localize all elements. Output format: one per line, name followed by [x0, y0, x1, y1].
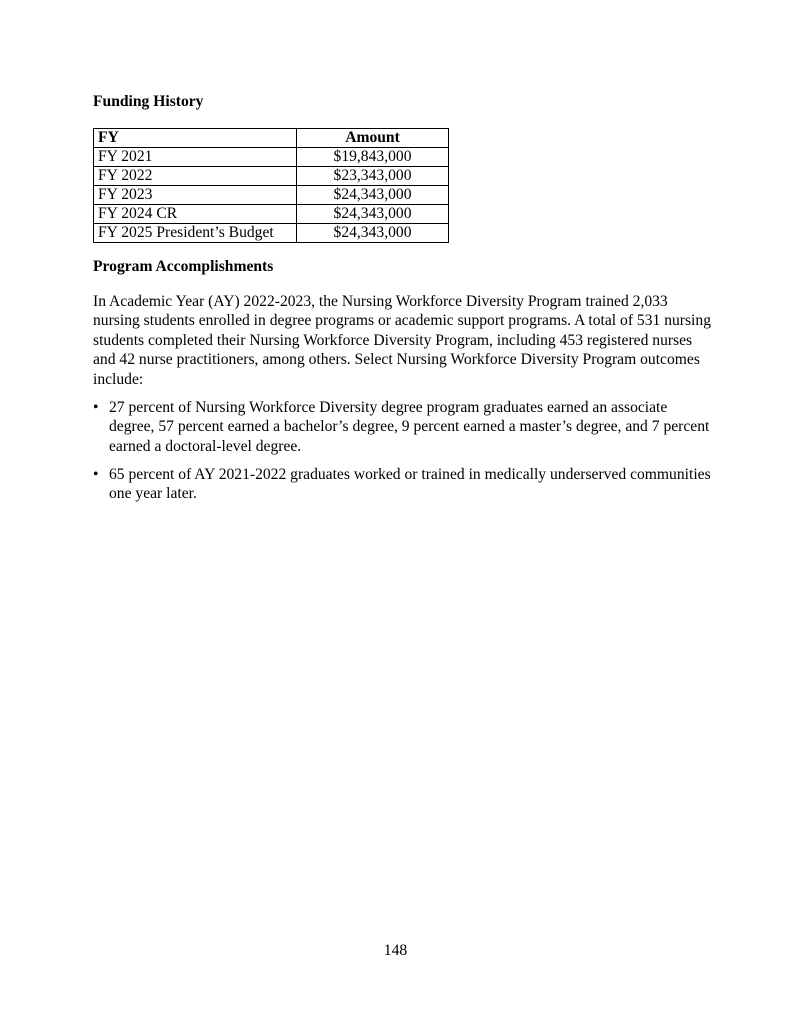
bullet-item	[93, 465, 713, 504]
bullet-icon: •	[93, 466, 99, 483]
amount-cell: $24,343,000	[297, 186, 449, 205]
table-row	[94, 186, 449, 205]
bullet-icon: •	[93, 399, 99, 416]
funding-history-heading: Funding History	[93, 93, 204, 110]
table-row	[94, 224, 449, 243]
table-header-row	[94, 129, 449, 148]
amount-cell: $24,343,000	[297, 205, 449, 224]
accomplishments-paragraph: In Academic Year (AY) 2022-2023, the Nursing Workforce Diversity Program trained 2,033 nursing students enrolled in degree programs or academic support programs. A total of 531 nursing students completed their Nursing Workforce Diversity Program, including 453 registered nurses and 42 nurse practitioners, among others. Select Nursing Workforce Diversity Program outcomes include:	[93, 293, 711, 388]
amount-cell: $19,843,000	[297, 148, 449, 167]
fy-cell: FY 2021	[94, 148, 297, 167]
column-header-fy: FY	[94, 129, 297, 148]
amount-cell: $24,343,000	[297, 224, 449, 243]
fy-cell: FY 2022	[94, 167, 297, 186]
page-number: 148	[383, 942, 408, 959]
table-row	[94, 205, 449, 224]
bullet-text: 65 percent of AY 2021-2022 graduates worked or trained in medically underserved communities one year later.	[109, 466, 711, 503]
bullet-item	[93, 398, 713, 456]
amount-cell: $23,343,000	[297, 167, 449, 186]
table-row	[94, 167, 449, 186]
table-row	[94, 148, 449, 167]
funding-history-table	[93, 128, 449, 243]
fy-cell: FY 2023	[94, 186, 297, 205]
fy-cell: FY 2024 CR	[94, 205, 297, 224]
column-header-amount: Amount	[297, 129, 449, 148]
bullet-text: 27 percent of Nursing Workforce Diversity degree program graduates earned an associate degree, 57 percent earned a bachelor’s degree, 9 percent earned a master’s degree, and 7 percent earned a doctoral-level degree.	[109, 399, 710, 455]
fy-cell: FY 2025 President’s Budget	[94, 224, 297, 243]
program-accomplishments-heading: Program Accomplishments	[93, 258, 274, 275]
